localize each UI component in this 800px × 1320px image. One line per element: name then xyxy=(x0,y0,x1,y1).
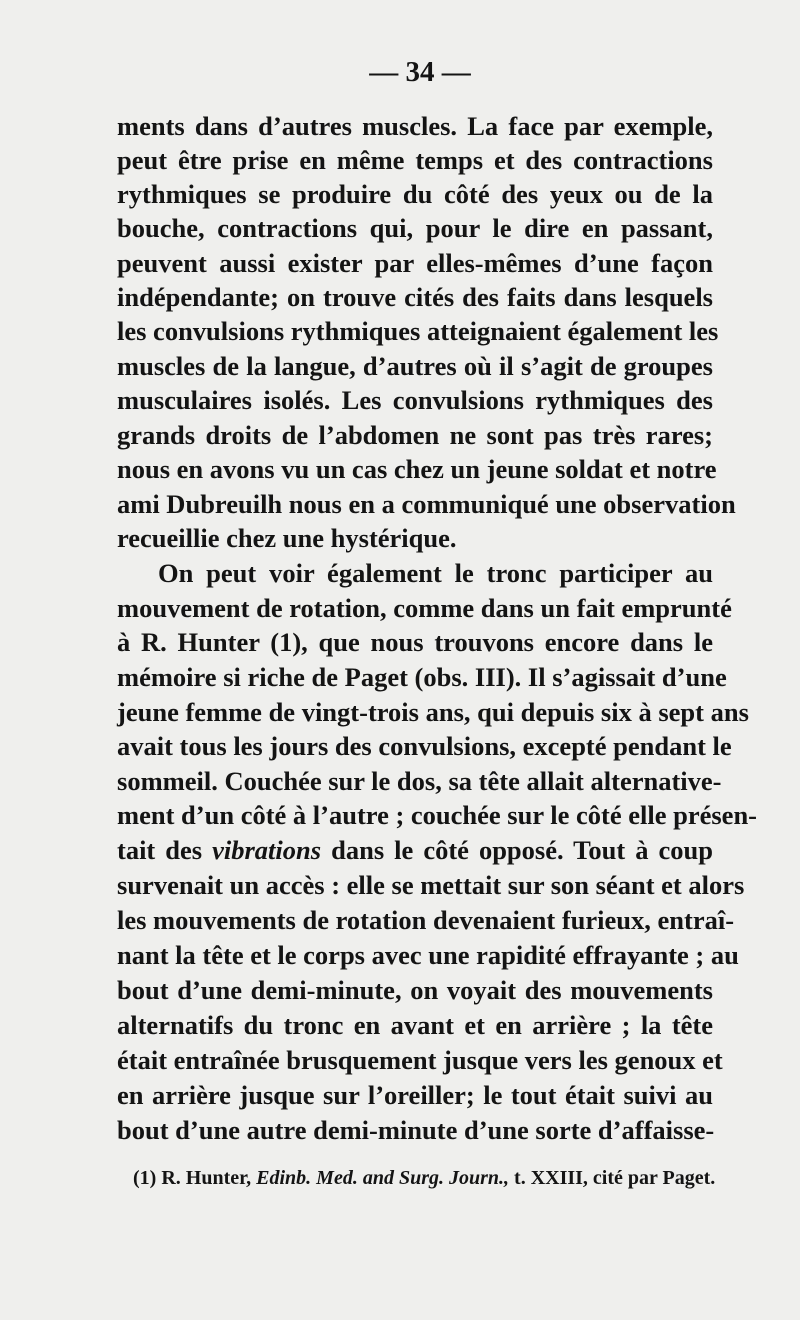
text-line: tait des vibrations dans le côté opposé. Tout à coup xyxy=(117,835,713,865)
text-line: avait tous les jours des convulsions, excepté pendant le xyxy=(117,731,732,761)
text-line: alternatifs du tronc en avant et en arrière ; la tête xyxy=(117,1010,713,1040)
text-line: ments dans d’autres muscles. La face par exemple, xyxy=(117,111,713,141)
text-line: bout d’une autre demi-minute d’une sorte d’affaisse- xyxy=(117,1115,715,1145)
footnote-author: R. Hunter, xyxy=(161,1167,252,1189)
text-line: recueillie chez une hystérique. xyxy=(117,523,457,553)
text-line: nant la tête et le corps avec une rapidité effrayante ; au xyxy=(117,940,739,970)
text-line: peuvent aussi exister par elles-mêmes d’une façon xyxy=(117,248,713,278)
text-line: nous en avons vu un cas chez un jeune soldat et notre xyxy=(117,454,717,484)
text-line: rythmiques se produire du côté des yeux ou de la xyxy=(117,179,713,209)
text-line: grands droits de l’abdomen ne sont pas très rares; xyxy=(117,420,713,450)
text-line: On peut voir également le tronc participer au xyxy=(158,558,713,588)
text-line: peut être prise en même temps et des contractions xyxy=(117,145,713,175)
text-line: ami Dubreuilh nous en a communiqué une observation xyxy=(117,489,736,519)
footnote xyxy=(133,1167,716,1190)
text-line: sommeil. Couchée sur le dos, sa tête allait alternative- xyxy=(117,766,722,796)
text-line: bout d’une demi-minute, on voyait des mouvements xyxy=(117,975,713,1005)
text-line: mouvement de rotation, comme dans un fait emprunté xyxy=(117,593,732,623)
text-line: muscles de la langue, d’autres où il s’agit de groupes xyxy=(117,351,713,381)
footnote-marker: (1) xyxy=(133,1167,157,1189)
text-line: mémoire si riche de Paget (obs. III). Il s’agissait d’une xyxy=(117,662,727,692)
text-line: indépendante; on trouve cités des faits dans lesquels xyxy=(117,282,713,312)
text-line: était entraînée brusquement jusque vers les genoux et xyxy=(117,1045,723,1075)
text-line: ment d’un côté à l’autre ; couchée sur le côté elle présen- xyxy=(117,800,758,830)
text-line: à R. Hunter (1), que nous trouvons encore dans le xyxy=(117,627,713,657)
text-line: musculaires isolés. Les convulsions rythmiques des xyxy=(117,385,713,415)
text-line: en arrière jusque sur l’oreiller; le tout était suivi au xyxy=(117,1080,713,1110)
footnote-journal: Edinb. Med. and Surg. Journ., xyxy=(256,1167,510,1189)
footnote-reference: t. XXIII, cité par Paget. xyxy=(514,1167,716,1189)
text-line: les mouvements de rotation devenaient furieux, entraî- xyxy=(117,905,735,935)
page-number: — 34 — xyxy=(369,56,471,88)
text-line: jeune femme de vingt-trois ans, qui depuis six à sept ans xyxy=(117,697,749,727)
text-line: survenait un accès : elle se mettait sur son séant et alors xyxy=(117,870,745,900)
text-line: les convulsions rythmiques atteignaient également les xyxy=(117,316,719,346)
text-line: bouche, contractions qui, pour le dire en passant, xyxy=(117,213,713,243)
emphasis: vibrations xyxy=(212,835,322,865)
